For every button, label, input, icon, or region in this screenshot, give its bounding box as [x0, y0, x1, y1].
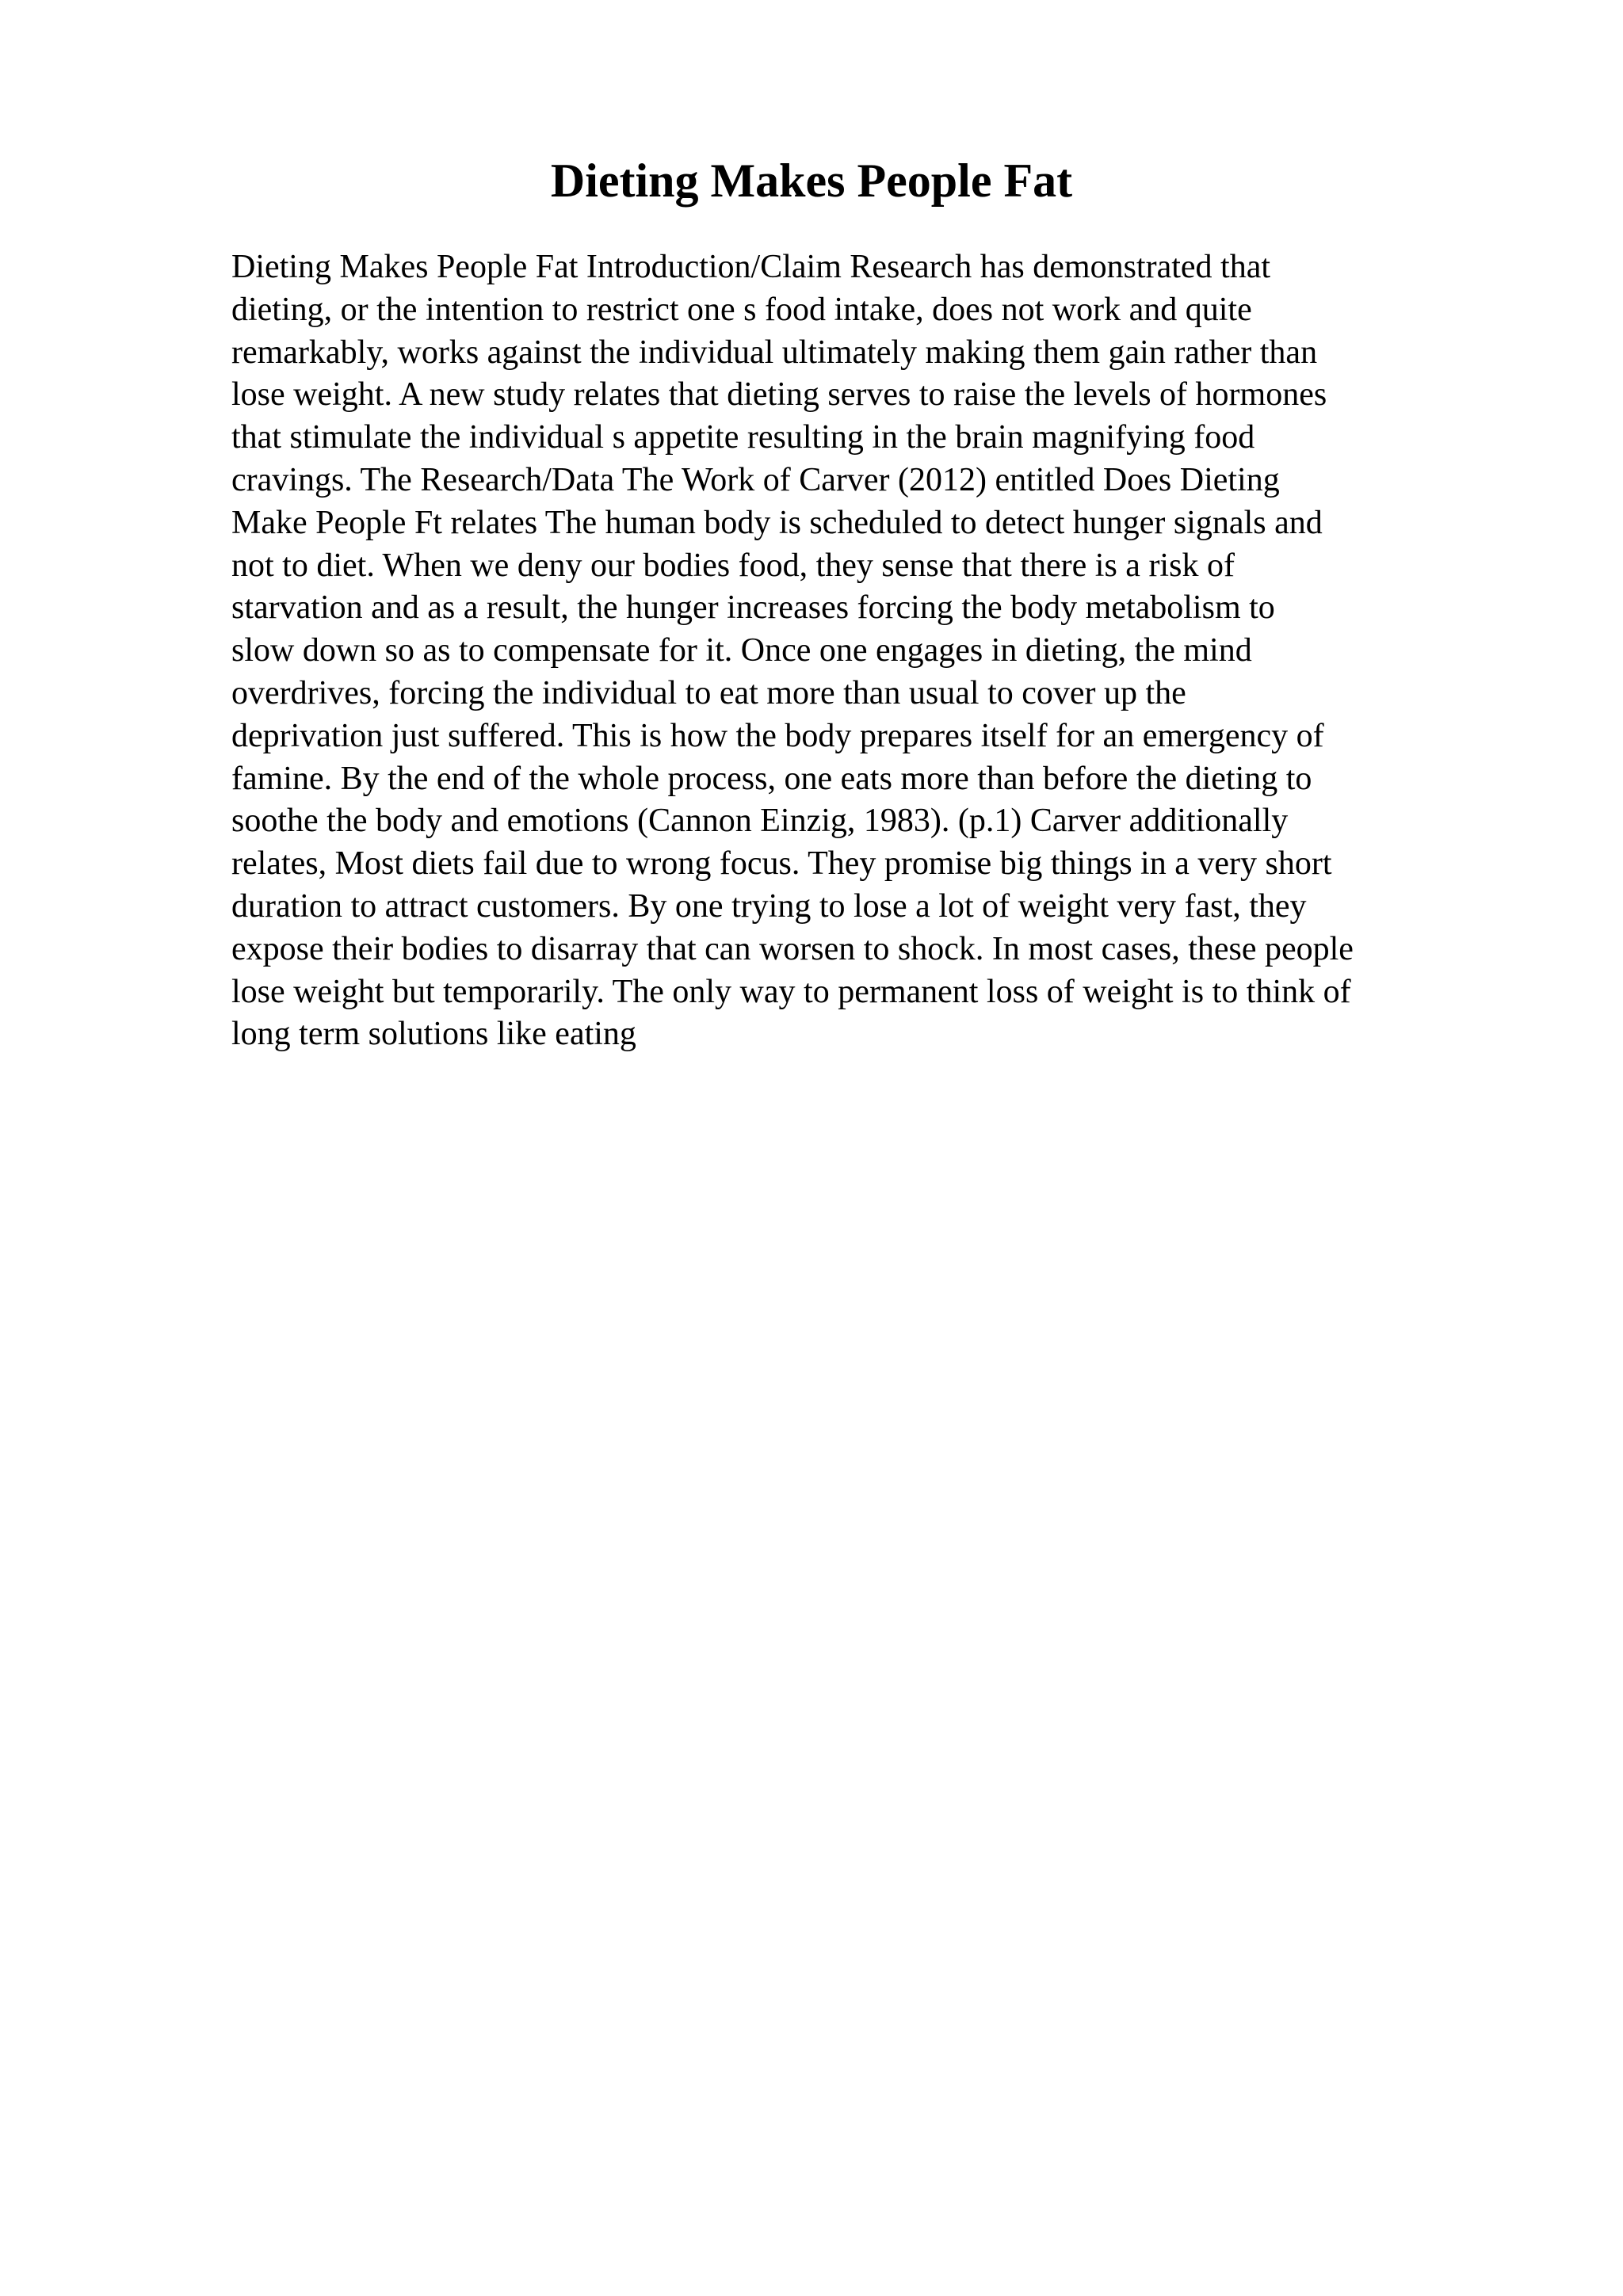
body-line: duration to attract customers. By one trying to lose a lot of weight very fast, they — [231, 887, 1307, 925]
body-line: lose weight. A new study relates that dieting serves to raise the levels of hormones — [231, 376, 1327, 414]
body-line: that stimulate the individual s appetite resulting in the brain magnifying food — [231, 419, 1255, 456]
body-line: lose weight but temporarily. The only way to permanent loss of weight is to think of — [231, 973, 1351, 1010]
body-line: dieting, or the intention to restrict one s food intake, does not work and quite — [231, 291, 1252, 328]
body-line: starvation and as a result, the hunger increases forcing the body metabolism to — [231, 589, 1275, 627]
document-title: Dieting Makes People Fat — [550, 154, 1073, 207]
body-line: relates, Most diets fail due to wrong focus. They promise big things in a very short — [231, 845, 1332, 883]
body-line: remarkably, works against the individual ultimately making them gain rather than — [231, 334, 1318, 371]
document-body — [231, 246, 1484, 1056]
body-line: long term solutions like eating — [231, 1016, 636, 1053]
body-line: famine. By the end of the whole process, one eats more than before the dieting to — [231, 760, 1312, 797]
body-line: deprivation just suffered. This is how the body prepares itself for an emergency of — [231, 717, 1324, 754]
body-line: soothe the body and emotions (Cannon Einzig, 1983). (p.1) Carver additionally — [231, 803, 1289, 840]
body-line: slow down so as to compensate for it. Once one engages in dieting, the mind — [231, 632, 1252, 669]
body-line: not to diet. When we deny our bodies food, they sense that there is a risk of — [231, 547, 1235, 584]
body-line: cravings. The Research/Data The Work of Carver (2012) entitled Does Dieting — [231, 461, 1280, 498]
body-line: Make People Ft relates The human body is scheduled to detect hunger signals and — [231, 504, 1323, 541]
body-line: overdrives, forcing the individual to eat more than usual to cover up the — [231, 674, 1186, 711]
body-line: Dieting Makes People Fat Introduction/Claim Research has demonstrated that — [231, 249, 1271, 285]
body-line: expose their bodies to disarray that can worsen to shock. In most cases, these people — [231, 930, 1354, 967]
